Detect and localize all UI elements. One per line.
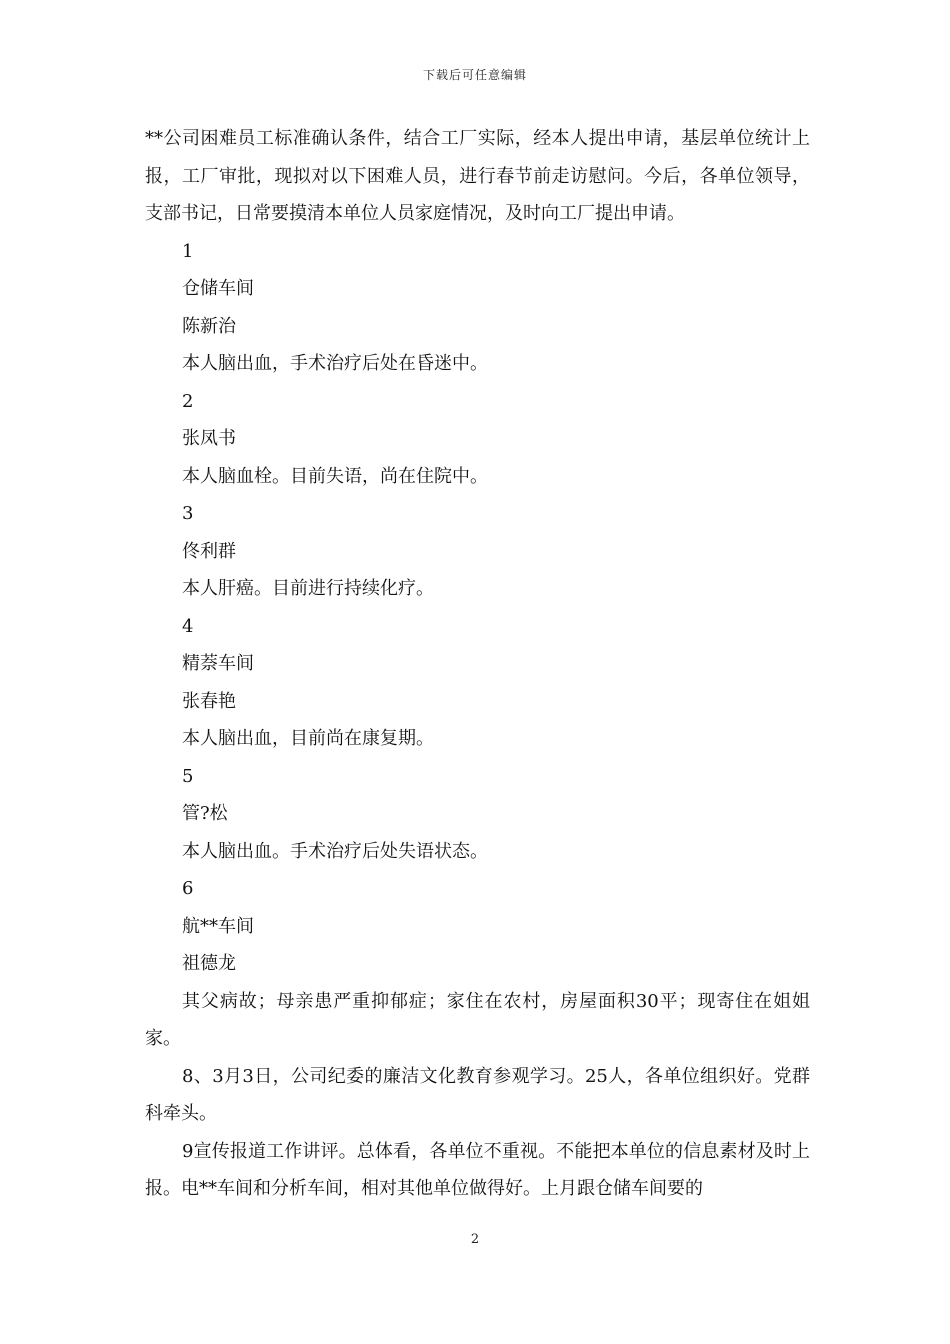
list-item-situation: 本人脑出血。手术治疗后处失语状态。	[182, 840, 488, 862]
list-item-situation: 本人脑血栓。目前失语，尚在住院中。	[182, 465, 488, 487]
list-item-workshop: 精萘车间	[182, 653, 254, 674]
list-item-name: 陈新治	[182, 315, 236, 337]
page-number: 2	[470, 1232, 480, 1247]
paragraph-item-8: 8、3月3日，公司纪委的廉洁文化教育参观学习。25人，各单位组织好。党群科牵头。	[145, 1065, 810, 1124]
list-item-situation: 本人肝癌。目前进行持续化疗。	[182, 578, 434, 599]
list-item-number: 5	[182, 765, 194, 787]
list-item-number: 2	[182, 390, 194, 412]
list-item-workshop: 航**车间	[182, 915, 254, 937]
list-item-situation: 本人脑出血，目前尚在康复期。	[182, 728, 434, 749]
list-item-name: 管?松	[182, 803, 228, 824]
list-item-number: 4	[182, 615, 194, 637]
list-item-number: 3	[182, 503, 194, 524]
document-body	[145, 120, 810, 1208]
list-item-name: 张春艳	[182, 690, 236, 712]
list-item-number: 6	[182, 878, 194, 899]
list-item-workshop: 仓储车间	[182, 278, 254, 299]
page-header: 下载后可任意编辑	[422, 68, 527, 82]
list-item-number: 1	[182, 240, 194, 262]
list-item-name: 佟利群	[182, 540, 236, 562]
paragraph-item-9: 9宣传报道工作讲评。总体看，各单位不重视。不能把本单位的信息素材及时上报。电**车间和分析车间，相对其他单位做得好。上月跟仓储车间要的	[145, 1140, 810, 1199]
paragraph-intro: **公司困难员工标准确认条件，结合工厂实际，经本人提出申请，基层单位统计上报，工厂审批，现拟对以下困难人员，进行春节前走访慰问。今后，各单位领导，支部书记，日常要摸清本单位人员家庭情况，及时向工厂提出申请。	[145, 128, 810, 224]
list-item-situation: 本人脑出血，手术治疗后处在昏迷中。	[182, 353, 488, 374]
list-item-situation: 其父病故；母亲患严重抑郁症；家住在农村，房屋面积30平；现寄住在姐姐家。	[145, 990, 810, 1049]
list-item-name: 张凤书	[182, 428, 236, 449]
list-item-name: 祖德龙	[182, 953, 236, 974]
